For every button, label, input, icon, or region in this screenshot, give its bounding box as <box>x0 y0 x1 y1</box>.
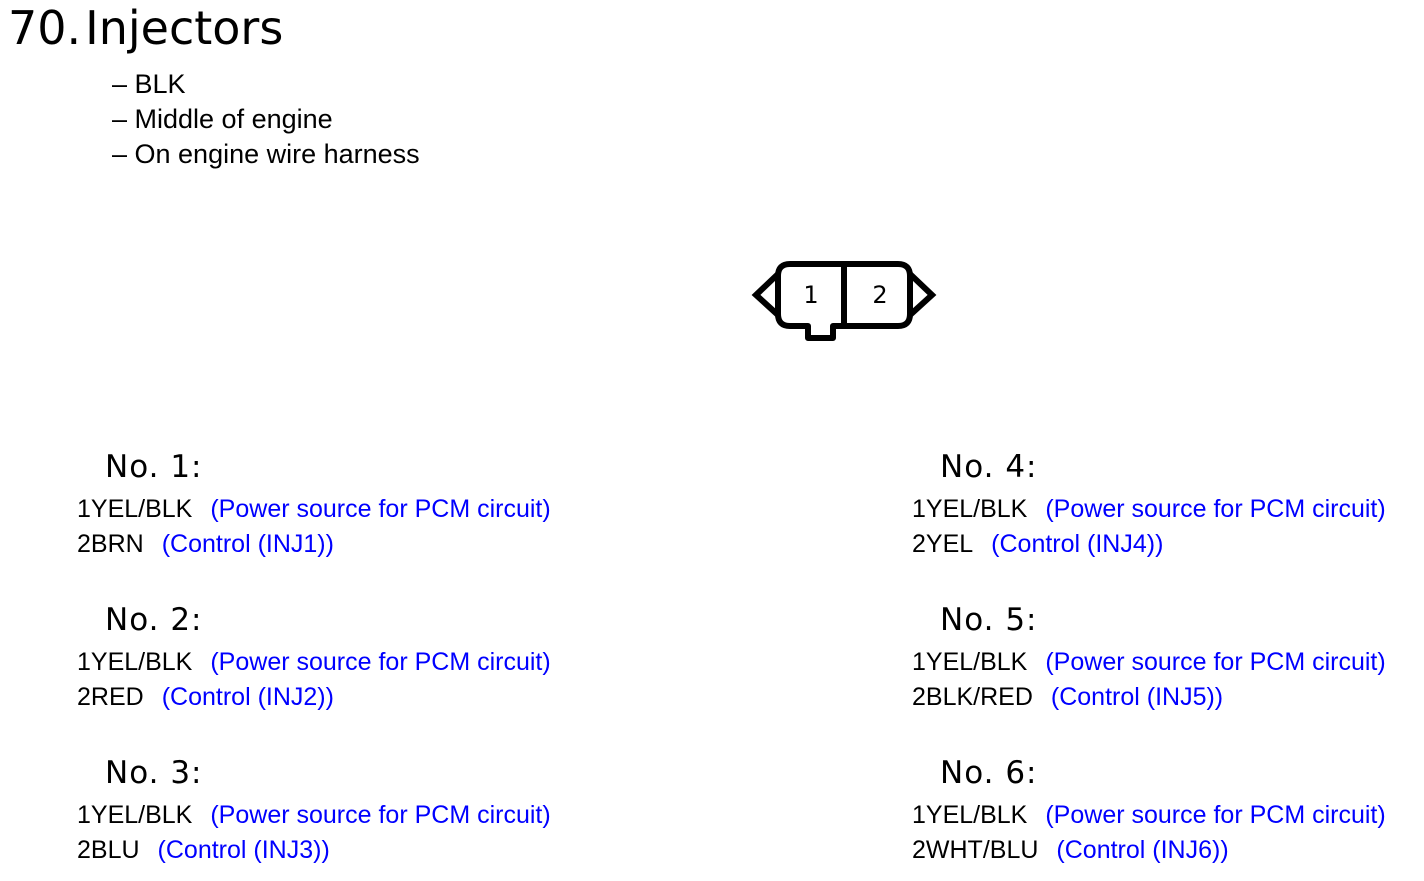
pin-line <box>77 835 330 865</box>
wire-color: YEL/BLK <box>90 801 193 829</box>
pin-line <box>77 529 334 559</box>
injector-heading: No. 1: <box>105 449 203 485</box>
bullet-harness: – On engine wire harness <box>112 139 420 169</box>
pin-line <box>77 800 551 830</box>
injector-heading: No. 3: <box>105 755 203 791</box>
wire-color: BLK/RED <box>925 683 1033 711</box>
pin-line <box>912 835 1229 865</box>
pin-number: 2 <box>77 836 91 864</box>
pin-description: (Power source for PCM circuit) <box>210 801 551 829</box>
bullet-color: – BLK <box>112 69 186 99</box>
pin-description: (Control (INJ6)) <box>1056 836 1229 864</box>
pin-line <box>912 647 1386 677</box>
pin-description: (Control (INJ5)) <box>1050 683 1224 711</box>
connector-diagram <box>746 255 942 347</box>
pin-description: (Power source for PCM circuit) <box>210 495 551 523</box>
bullet-location: – Middle of engine <box>112 104 333 134</box>
pin-number: 2 <box>912 683 926 711</box>
connector-pin-2: 2 <box>872 281 888 309</box>
pin-line <box>912 529 1163 559</box>
injector-heading: No. 5: <box>940 602 1038 638</box>
pin-description: (Control (INJ4)) <box>991 530 1164 558</box>
connector-pin-1: 1 <box>803 281 819 309</box>
pin-line <box>912 682 1223 712</box>
wire-color: RED <box>90 683 144 711</box>
injector-heading: No. 4: <box>940 449 1038 485</box>
pin-description: (Power source for PCM circuit) <box>1045 495 1386 523</box>
pin-number: 1 <box>77 648 91 676</box>
wire-color: YEL/BLK <box>90 495 193 523</box>
connector-left-latch <box>756 274 778 315</box>
wire-color: BRN <box>90 530 144 558</box>
pin-description: (Power source for PCM circuit) <box>1045 801 1386 829</box>
pin-number: 2 <box>77 530 91 558</box>
pin-line <box>77 494 551 524</box>
pin-description: (Control (INJ2)) <box>161 683 334 711</box>
wire-color: YEL/BLK <box>925 495 1028 523</box>
title-number: 70. <box>8 1 82 55</box>
pin-description: (Control (INJ1)) <box>161 530 334 558</box>
pin-line <box>77 682 334 712</box>
pin-number: 1 <box>912 495 926 523</box>
pin-number: 1 <box>912 648 926 676</box>
wire-color: YEL/BLK <box>925 801 1028 829</box>
injector-heading: No. 6: <box>940 755 1038 791</box>
pin-number: 2 <box>912 836 926 864</box>
wire-color: YEL/BLK <box>925 648 1028 676</box>
wire-color: BLU <box>90 836 140 864</box>
pin-description: (Power source for PCM circuit) <box>1045 648 1386 676</box>
pin-line <box>912 494 1386 524</box>
pin-description: (Power source for PCM circuit) <box>210 648 551 676</box>
pin-number: 1 <box>77 801 91 829</box>
pin-number: 1 <box>77 495 91 523</box>
pin-number: 2 <box>77 683 91 711</box>
pin-number: 1 <box>912 801 926 829</box>
page-title <box>8 0 283 56</box>
wire-color: YEL <box>925 530 974 558</box>
pin-number: 2 <box>912 530 926 558</box>
pin-line <box>912 800 1386 830</box>
wire-color: YEL/BLK <box>90 648 193 676</box>
wire-color: WHT/BLU <box>925 836 1039 864</box>
connector-right-latch <box>910 274 932 315</box>
title-text: Injectors <box>85 1 284 55</box>
injector-heading: No. 2: <box>105 602 203 638</box>
bullet-list <box>112 67 420 172</box>
pin-line <box>77 647 551 677</box>
pin-description: (Control (INJ3)) <box>157 836 330 864</box>
